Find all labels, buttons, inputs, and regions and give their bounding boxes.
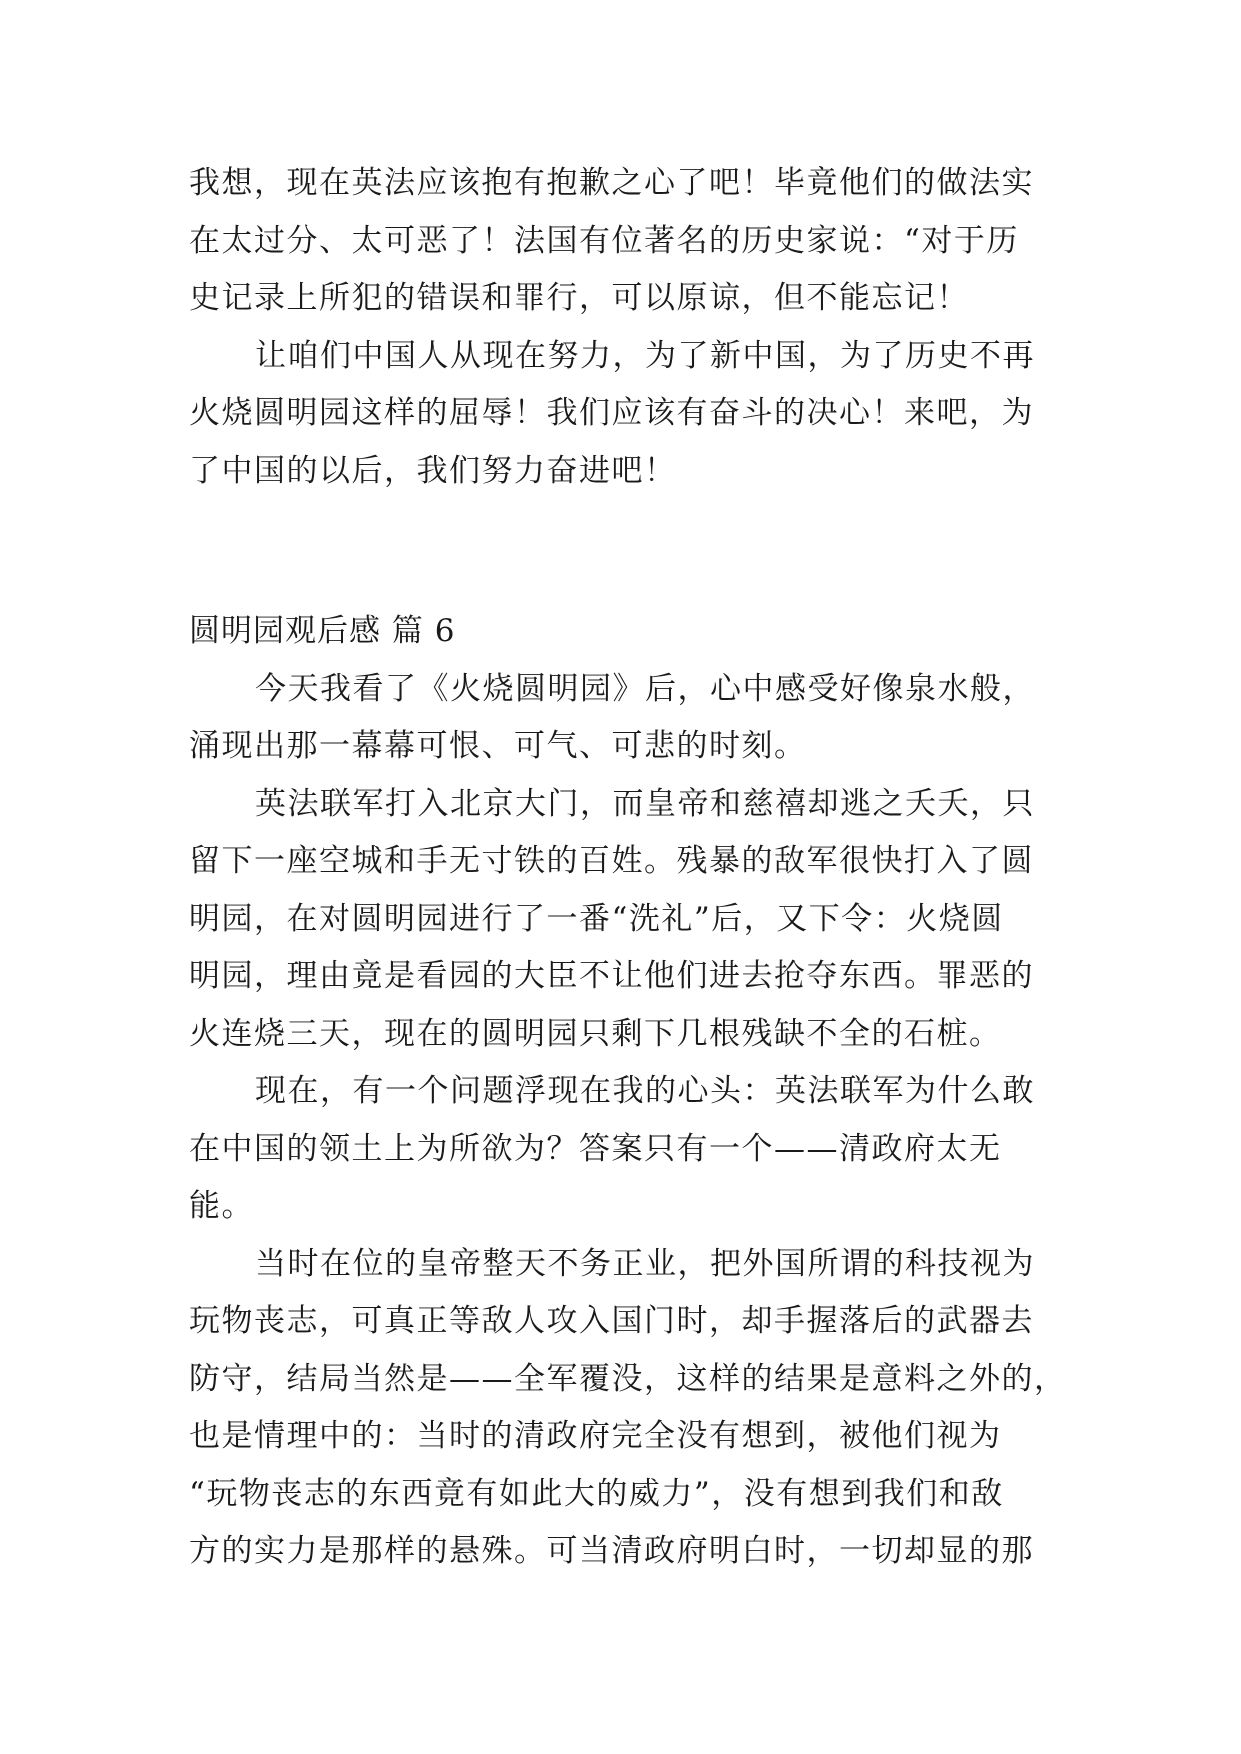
- section-title: 圆明园观后感 篇 6: [189, 613, 456, 649]
- text-line: 我想，现在英法应该抱有抱歉之心了吧！毕竟他们的做法实: [189, 165, 1034, 201]
- text-line: 在中国的领土上为所欲为？答案只有一个——清政府太无: [189, 1130, 1002, 1167]
- text-line: 火烧圆明园这样的屈辱！我们应该有奋斗的决心！来吧，为: [189, 395, 1034, 431]
- document-body: [189, 155, 1067, 1581]
- text-line: 方的实力是那样的悬殊。可当清政府明白时，一切却显的那: [189, 1533, 1034, 1569]
- text-line: “玩物丧志的东西竟有如此大的威力”，没有想到我们和敌: [189, 1475, 1004, 1512]
- text-line: 在太过分、太可恶了！法国有位著名的历史家说：“对于历: [189, 222, 1019, 259]
- text-line: 现在，有一个问题浮现在我的心头：英法联军为什么敢: [255, 1073, 1035, 1109]
- text-line: 明园，理由竟是看园的大臣不让他们进去抢夺东西。罪恶的: [189, 958, 1034, 994]
- text-line: 防守，结局当然是——全军覆没，这样的结果是意料之外的，: [189, 1360, 1067, 1397]
- text-line: 了中国的以后，我们努力奋进吧！: [189, 452, 677, 489]
- text-line: 玩物丧志，可真正等敌人攻入国门时，却手握落后的武器去: [189, 1303, 1034, 1339]
- text-line: 留下一座空城和手无寸铁的百姓。残暴的敌军很快打入了圆: [189, 843, 1034, 879]
- text-line: 史记录上所犯的错误和罪行，可以原谅，但不能忘记！: [189, 280, 969, 316]
- section-gap: [189, 500, 1061, 603]
- text-line: 也是情理中的：当时的清政府完全没有想到，被他们视为: [189, 1418, 1002, 1454]
- text-line: 让咱们中国人从现在努力，为了新中国，为了历史不再: [255, 337, 1035, 374]
- text-line: 火连烧三天，现在的圆明园只剩下几根残缺不全的石桩。: [189, 1015, 1002, 1052]
- text-line: 英法联军打入北京大门，而皇帝和慈禧却逃之夭夭，只: [255, 785, 1035, 822]
- text-line: 涌现出那一幕幕可恨、可气、可悲的时刻。: [189, 728, 807, 764]
- text-line: 当时在位的皇帝整天不务正业，把外国所谓的科技视为: [255, 1245, 1035, 1282]
- text-line: 今天我看了《火烧圆明园》后，心中感受好像泉水般，: [255, 670, 1035, 707]
- text-line: 明园，在对圆明园进行了一番“洗礼”后，又下令：火烧圆: [189, 900, 1004, 937]
- text-line: 能。: [189, 1188, 254, 1224]
